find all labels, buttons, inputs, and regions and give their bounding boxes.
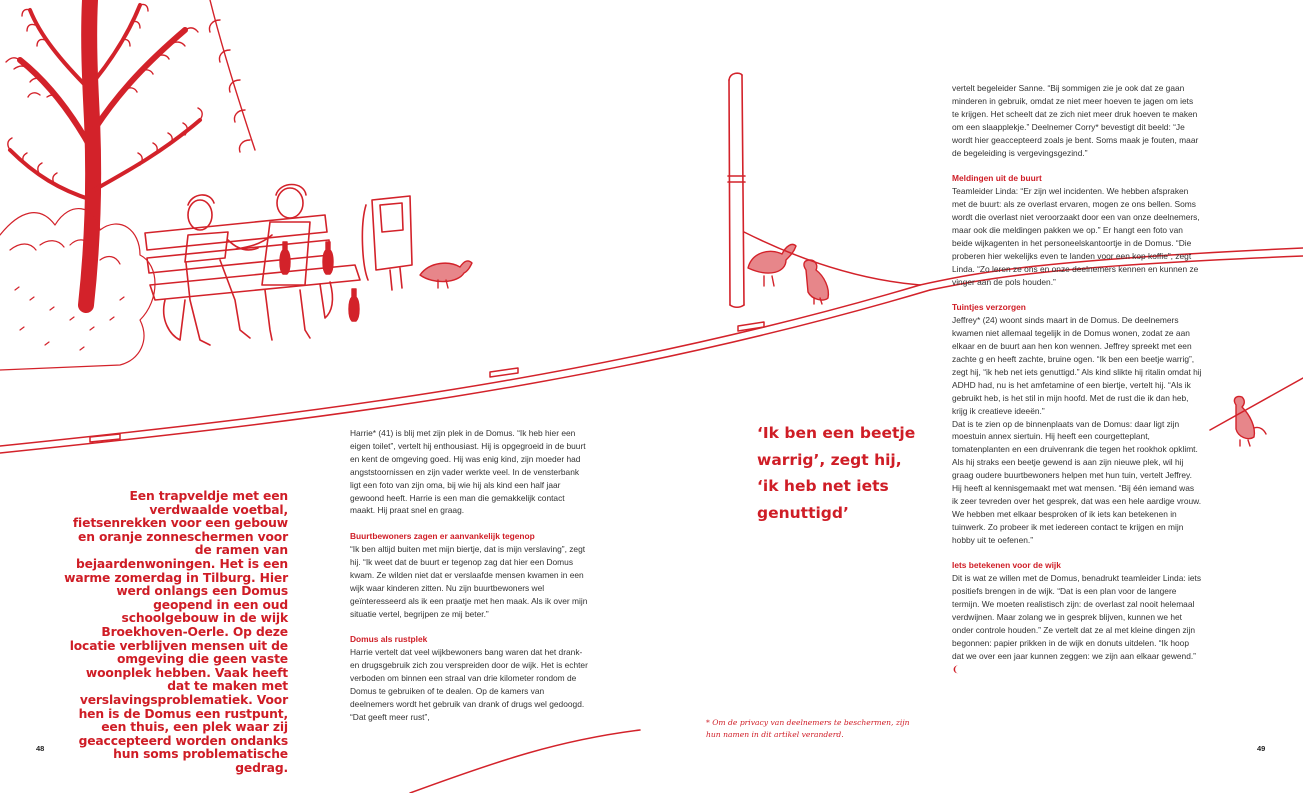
subheading: Iets betekenen voor de wijk	[952, 560, 1061, 571]
paragraph: Harrie vertelt dat veel wijkbewoners bang waren dat het drank- en drugsgebruik zich zou verspreiden door de wijk. Het is echter verboden om binnen een straal van drie kilometer rondom de Domus te gebruiken of te dealen. Op de kamers van deelnemers wordt het gebruik van drank of drugs wel gedoogd. “Dat geeft meer rust”,	[350, 647, 588, 722]
paragraph-text: Dit is wat ze willen met de Domus, benadrukt teamleider Linda: iets positiefs brengen in de wijk. “Dat is een plan voor de langere termijn. We moeten realistisch zijn: de overlast zal nooit helemaal verdwijnen. Maar zolang we in gesprek blijven, kunnen we het onder controle houden.” Ze vertelt dat ze al met kleine dingen zijn begonnen: papier prikken in de wijk en donuts uitdelen. “Ik hoop dat we over een jaar kunnen zeggen: we zijn aan elkaar gewend.”	[952, 573, 1202, 661]
subheading: Meldingen uit de buurt	[952, 173, 1042, 184]
bench	[145, 215, 360, 340]
man-right	[236, 185, 310, 341]
paragraph: “Ik ben altijd buiten met mijn biertje, dat is mijn verslaving”, zegt hij. “Ik weet dat de buurt er tegenop zag dat hier een Domus kwam. Ze wilden niet dat er verslaafde mensen kwamen in een wijk waar kinderen zitten. Nu zijn buurtbewoners wel geïnteresseerd als ik een praatje met hen maak. Als ik over mijn situatie vertel, begrijpen ze mij beter.”	[350, 544, 588, 619]
man-left	[185, 195, 258, 345]
paragraph: vertelt begeleider Sanne. “Bij sommigen zie je ook dat ze gaan minderen in gebruik, omdat ze niet meer hoeven te jagen om iets te krijgen. Het scheelt dat ze zich niet meer druk hoeven te maken om een slaapplekje.” Deelnemer Corry* bevestigt dit beeld: “Je wordt hier geaccepteerd zoals je bent. Soms maak je fouten, maar de begeleiding is vergevingsgezind.”	[952, 83, 1199, 158]
footnote: * Om de privacy van deelnemers te beschermen, zijn hun namen in dit artikel veranderd.	[706, 718, 910, 739]
intro-text: Een trapveldje met een verdwaalde voetbal, fietsenrekken voor een gebouw en oranje zonneschermen voor de ramen van bejaardenwoningen. Het is een warme zomerdag in Tilburg. Hier werd onlangs een Domus geopend in een oud schoolgebouw in de wijk Broekhoven-Oerle. Op deze locatie verblijven mensen uit de omgeving die geen vaste woonplek hebben. Vaak heeft dat te maken met verslavingsproblematiek. Voor hen is de Domus een rustpunt, een thuis, een plek waar zij geaccepteerd worden ondanks hun soms problematische gedrag.	[64, 489, 288, 775]
trash-bin	[362, 196, 412, 290]
article-column-left	[350, 427, 588, 724]
pigeon-right	[804, 260, 828, 304]
subheading: Tuintjes verzorgen	[952, 302, 1026, 313]
end-mark: ❨	[952, 663, 960, 674]
bush	[0, 209, 155, 370]
paragraph: Dat is te zien op de binnenplaats van de Domus: daar ligt zijn moestuin annex siertuin. Hij heeft een courgetteplant, tomatenplanten en een druivenrank die tegen het rookhok opklimt. Als hij straks een beetje gewend is aan zijn nieuwe plek, wil hij graag oudere buurtbewoners helpen met hun tuin, vertelt Jeffrey. Hij heeft al kennisgemaakt met wat mensen. “Bij één iemand was ik zeer tevreden over het gesprek, dat was een hele aardige vrouw. We hebben met elkaar besproken of ik iets kan betekenen in tuinwerk. Zo probeer ik met iedereen contact te krijgen en mijn hobby uit te oefenen.”	[952, 418, 1202, 545]
lamp-post	[728, 73, 745, 307]
subheading: Domus als rustplek	[350, 634, 428, 645]
pull-quote: ‘Ik ben een beetje warrig’, zegt hij, ‘ik heb net iets genuttigd’	[757, 424, 916, 522]
pigeon-left	[420, 261, 472, 288]
paragraph: Teamleider Linda: “Er zijn wel incidenten. We hebben afspraken met de buurt: als ze overlast ervaren, mogen ze ons bellen. Soms wordt die overlast niet veroorzaakt door een van onze deelnemers, maar ook die meldingen pakken we op.” Er hangt een foto van beide wijkagenten in het personeelskantoortje in de Domus. “Die proberen hier wekelijks even te landen voor een kop koffie”, zegt Linda. “Zo leren ze ons en onze deelnemers kennen en kunnen ze vinger aan de pols houden.”	[952, 186, 1200, 287]
page-number-left: 48	[36, 744, 45, 753]
pigeon-middle	[748, 244, 796, 286]
article-column-right	[952, 82, 1202, 676]
paragraph	[952, 572, 1202, 675]
paragraph: Harrie* (41) is blij met zijn plek in de Domus. “Ik heb hier een eigen toilet”, vertelt hij enthousiast. Hij is opgegroeid in de buurt en kent de omgeving goed. Hij was enig kind, zijn moeder had angststoornissen en zijn vader werkte veel. In de vensterbank ligt een foto van zijn oma, bij wie hij als kind een half jaar gewoond heeft. Harrie is een man die gemakkelijk contact maakt. Hij praat snel en graag.	[350, 428, 586, 516]
page-number-right: 49	[1257, 744, 1266, 753]
paragraph: Jeffrey* (24) woont sinds maart in de Domus. De deelnemers kwamen niet allemaal tegelijk in de Domus wonen, zodat ze aan elkaar en de buurt aan hen kon wennen. Jeffrey spreekt met een zachte g en heeft zachte, bruine ogen. “Ik ben een beetje warrig”, zegt hij, “ik heb net iets genuttigd.” Als kind slikte hij ritalin omdat hij ADHD had, nu is het amfetamine of een biertje, vertelt hij. “Als ik gebruikt heb, is het stil in mijn hoofd. Met de rust die ik dan heb, krijg ik creatieve ideeën.”	[952, 315, 1202, 416]
subheading: Buurtbewoners zagen er aanvankelijk tegenop	[350, 531, 535, 542]
pigeon-far-right	[1234, 396, 1266, 446]
